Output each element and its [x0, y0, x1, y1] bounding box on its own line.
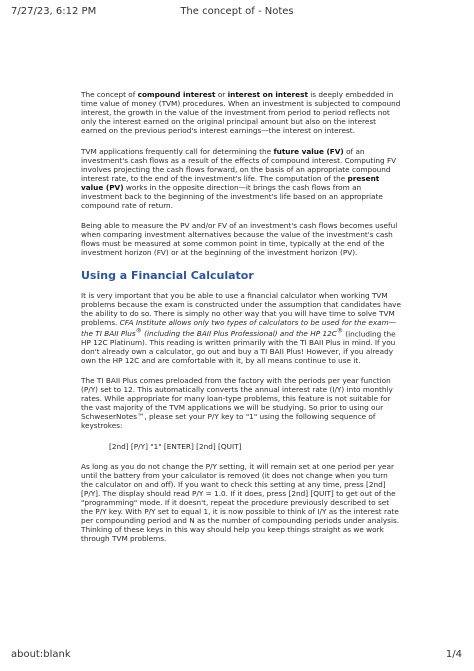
- paragraph-compound-interest: The concept of compound interest or interest on interest is deeply embedded in time value of money (TVM) procedures. When an investment is subjected to compound interest, the growth in the value of the investment from period to period reflects not only the interest earned on the original principal amount but also on the interest earned on the previous period's interest earnings—the interest on interest.: [81, 90, 401, 135]
- document-body: [81, 90, 401, 554]
- paragraph-py-setting: As long as you do not change the P/Y setting, it will remain set at one period per year until the battery from your calculator is removed (it does not change when you turn the calculator on and off). If you want to check this setting at any time, press [2nd] [P/Y]. The display should read P/Y = 1.0. If it does, press [2nd] [QUIT] to get out of the "programming" mode. If it doesn't, repeat the procedure previously described to set the P/Y key. With P/Y set to equal 1, it is now possible to think of I/Y as the interest rate per compounding period and N as the number of compounding periods under analysis. Thinking of these keys in this way should help you keep things straight as we work through TVM problems.: [81, 461, 400, 543]
- paragraph-measure-pv-fv: Being able to measure the PV and/or FV of an investment's cash flows becomes useful when comparing investment alternatives because the value of the investment's cash flows must be measured at some common point in time, typically at the end of the investment horizon (FV) or at the beginning of the investment horizon (PV).: [81, 221, 398, 257]
- page-title: The concept of - Notes: [180, 6, 294, 17]
- paragraph-calculator: It is very important that you be able to use a financial calculator when working TVM problems because the exam is constructed under the assumption that candidates have the ability to do so. There is simply no other way that you will have time to solve TVM problems. CFA Institute allows only two types of calculators to be used for the exam—the TI BAII Plus® (including the BAII Plus Professional) and the HP 12C® (including the HP 12C Platinum). This reading is written primarily with the TI BAII Plus in mind. If you don't already own a calculator, go out and buy a TI BAII Plus! However, if you already own the HP 12C and are comfortable with it, by all means continue to use it.: [81, 290, 401, 365]
- term-future-value: future value (FV): [273, 146, 344, 156]
- calculator-note: CFA Institute allows only two types of calculators to be used for the exam—the TI BAII Plus® (including the BAII Plus Professional) and the HP 12C®: [81, 317, 397, 338]
- paragraph-ti-baii: The TI BAII Plus comes preloaded from the factory with the periods per year function (P/Y) set to 12. This automatically converts the annual interest rate (I/Y) into monthly rates. While appropriate for many loan-type problems, this feature is not suitable for the vast majority of the TVM applications we will be studying. So prior to using our SchweserNotes™, please set your P/Y key to "1" using the following sequence of keystrokes:: [81, 376, 393, 431]
- paragraph-fv-pv: TVM applications frequently call for determining the future value (FV) of an investment's cash flows as a result of the effects of compound interest. Computing FV involves projecting the cash flows forward, on the basis of an appropriate compound interest rate, to the end of the investment's life. The computation of the present value (PV) works in the opposite direction—it brings the cash flows from an investment back to the beginning of the investment's life based on an appropriate compound rate of return.: [81, 146, 397, 210]
- keystroke-sequence: [2nd] [P/Y] "1" [ENTER] [2nd] [QUIT]: [109, 441, 242, 451]
- term-present-value: present value (PV): [81, 173, 380, 192]
- term-interest-on-interest: interest on interest: [227, 90, 308, 99]
- page-number: 1/4: [445, 649, 462, 660]
- page-url: about:blank: [11, 649, 71, 660]
- section-heading: Using a Financial Calculator: [81, 268, 254, 282]
- term-compound-interest: compound interest: [137, 90, 216, 99]
- print-datetime: 7/27/23, 6:12 PM: [11, 6, 97, 17]
